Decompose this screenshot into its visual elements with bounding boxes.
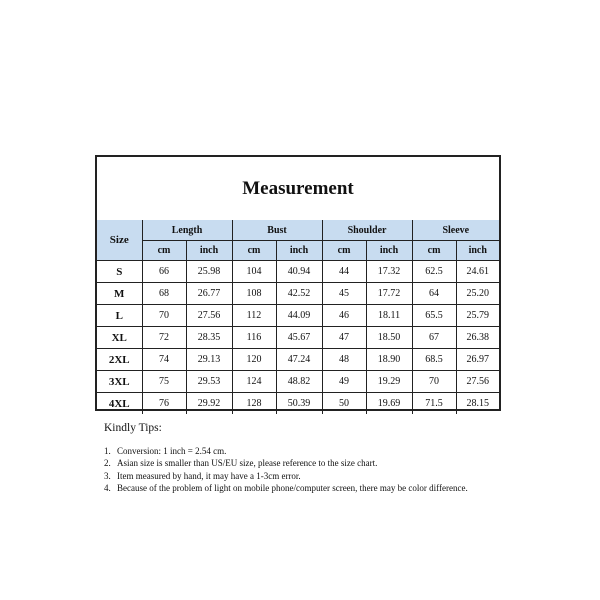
measurement-cell: 50: [322, 393, 366, 415]
measurement-cell: 40.94: [276, 261, 322, 283]
measurement-cell: 47: [322, 327, 366, 349]
size-label: 3XL: [97, 371, 142, 393]
chart-title: Measurement: [97, 157, 499, 221]
measurement-cell: 28.35: [186, 327, 232, 349]
measurement-cell: 62.5: [412, 261, 456, 283]
size-chart: [95, 155, 501, 411]
tip-number: 3.: [104, 470, 111, 481]
tip-text: Asian size is smaller than US/EU size, please reference to the size chart.: [117, 458, 378, 468]
header-unit-row: [97, 241, 499, 261]
measurement-cell: 128: [232, 393, 276, 415]
tip-item: [104, 482, 504, 495]
measurement-cell: 29.53: [186, 371, 232, 393]
measurement-cell: 42.52: [276, 283, 322, 305]
tip-item: [104, 470, 504, 483]
measurement-cell: 19.69: [366, 393, 412, 415]
unit-header: cm: [322, 241, 366, 261]
tips-title: Kindly Tips:: [104, 422, 162, 434]
measurement-cell: 65.5: [412, 305, 456, 327]
measurement-cell: 18.11: [366, 305, 412, 327]
tips-list: [104, 445, 504, 495]
size-table: [97, 220, 499, 414]
measurement-cell: 116: [232, 327, 276, 349]
measurement-cell: 47.24: [276, 349, 322, 371]
table-row: [97, 283, 499, 305]
table-row: [97, 371, 499, 393]
measurement-cell: 71.5: [412, 393, 456, 415]
size-label: XL: [97, 327, 142, 349]
measurement-cell: 26.77: [186, 283, 232, 305]
measurement-cell: 27.56: [186, 305, 232, 327]
size-label: 2XL: [97, 349, 142, 371]
measurement-cell: 25.20: [456, 283, 499, 305]
measurement-cell: 29.13: [186, 349, 232, 371]
size-header: Size: [97, 220, 142, 261]
measurement-cell: 112: [232, 305, 276, 327]
unit-header: inch: [186, 241, 232, 261]
table-row: [97, 261, 499, 283]
size-label: M: [97, 283, 142, 305]
measurement-cell: 108: [232, 283, 276, 305]
measurement-cell: 120: [232, 349, 276, 371]
measurement-cell: 64: [412, 283, 456, 305]
measurement-cell: 72: [142, 327, 186, 349]
measurement-cell: 48.82: [276, 371, 322, 393]
unit-header: inch: [456, 241, 499, 261]
measurement-cell: 28.15: [456, 393, 499, 415]
measurement-cell: 76: [142, 393, 186, 415]
measurement-cell: 27.56: [456, 371, 499, 393]
measurement-cell: 74: [142, 349, 186, 371]
measurement-cell: 45: [322, 283, 366, 305]
table-row: [97, 327, 499, 349]
measurement-cell: 24.61: [456, 261, 499, 283]
measurement-cell: 70: [412, 371, 456, 393]
tip-text: Conversion: 1 inch = 2.54 cm.: [117, 445, 227, 456]
measurement-cell: 67: [412, 327, 456, 349]
measurement-cell: 48: [322, 349, 366, 371]
unit-header: cm: [232, 241, 276, 261]
unit-header: inch: [276, 241, 322, 261]
measurement-cell: 17.72: [366, 283, 412, 305]
measurement-cell: 66: [142, 261, 186, 283]
measurement-cell: 70: [142, 305, 186, 327]
measurement-cell: 68: [142, 283, 186, 305]
header-group-row: [97, 220, 499, 241]
tip-item: [104, 457, 504, 470]
measurement-cell: 44: [322, 261, 366, 283]
header-sleeve: Sleeve: [412, 220, 499, 241]
measurement-cell: 19.29: [366, 371, 412, 393]
measurement-cell: 18.50: [366, 327, 412, 349]
tip-item: [104, 445, 504, 458]
measurement-cell: 26.38: [456, 327, 499, 349]
tip-text: Item measured by hand, it may have a 1-3cm error.: [117, 470, 301, 481]
size-label: S: [97, 261, 142, 283]
measurement-cell: 29.92: [186, 393, 232, 415]
unit-header: inch: [366, 241, 412, 261]
measurement-cell: 124: [232, 371, 276, 393]
measurement-cell: 44.09: [276, 305, 322, 327]
header-length: Length: [142, 220, 232, 241]
size-label: 4XL: [97, 393, 142, 415]
measurement-cell: 17.32: [366, 261, 412, 283]
measurement-cell: 50.39: [276, 393, 322, 415]
unit-header: cm: [412, 241, 456, 261]
header-bust: Bust: [232, 220, 322, 241]
tip-number: 4.: [104, 483, 111, 493]
measurement-cell: 46: [322, 305, 366, 327]
tip-number: 2.: [104, 458, 111, 468]
measurement-cell: 45.67: [276, 327, 322, 349]
measurement-cell: 26.97: [456, 349, 499, 371]
header-shoulder: Shoulder: [322, 220, 412, 241]
measurement-cell: 25.98: [186, 261, 232, 283]
measurement-cell: 68.5: [412, 349, 456, 371]
tip-text: Because of the problem of light on mobile phone/computer screen, there may be color difference.: [117, 483, 468, 493]
measurement-cell: 49: [322, 371, 366, 393]
table-row: [97, 393, 499, 415]
measurement-cell: 18.90: [366, 349, 412, 371]
measurement-cell: 104: [232, 261, 276, 283]
kindly-tips: [104, 422, 504, 495]
measurement-cell: 75: [142, 371, 186, 393]
measurement-cell: 25.79: [456, 305, 499, 327]
tip-number: 1.: [104, 445, 111, 456]
table-row: [97, 305, 499, 327]
unit-header: cm: [142, 241, 186, 261]
table-row: [97, 349, 499, 371]
size-label: L: [97, 305, 142, 327]
table-body: [97, 261, 499, 415]
